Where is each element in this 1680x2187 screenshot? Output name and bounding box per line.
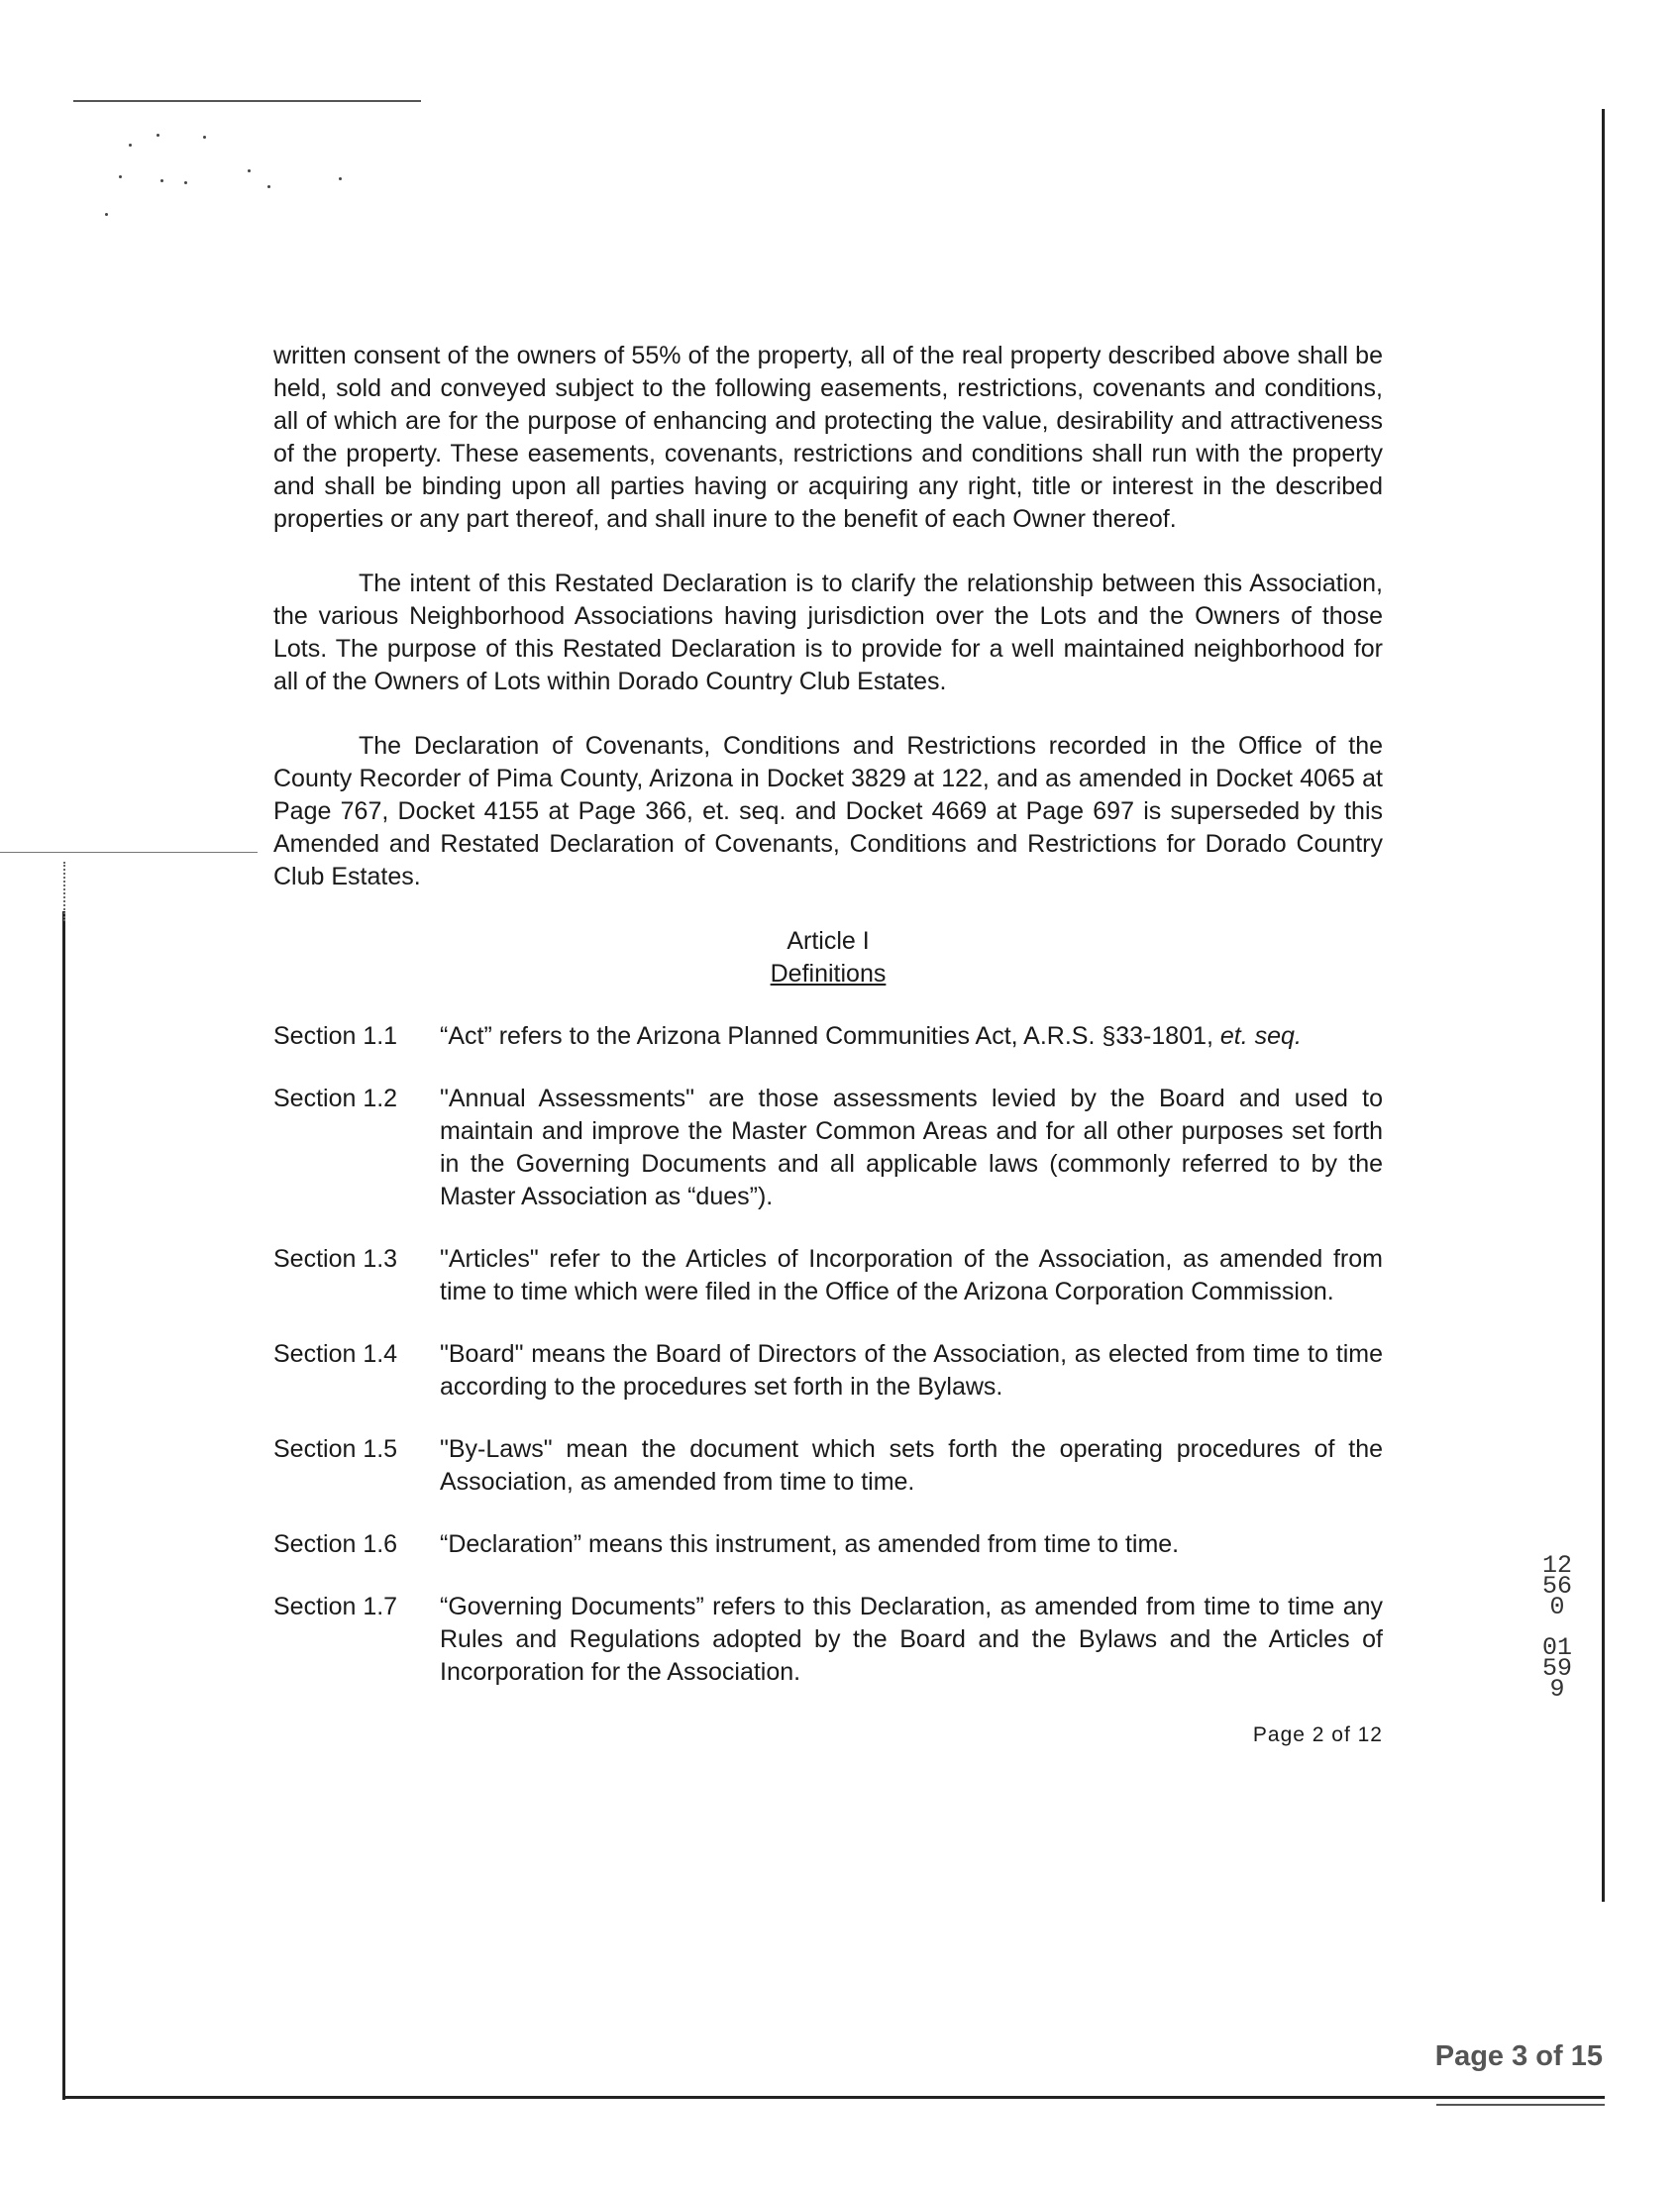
- docket-stamp: [1541, 1551, 1573, 1704]
- section-number: Section 1.7: [273, 1593, 398, 1620]
- section-text-italic: et. seq.: [1219, 1022, 1302, 1050]
- inner-page-number: Page 2 of 12: [1252, 1723, 1383, 1746]
- section-number: Section 1.5: [273, 1435, 398, 1463]
- section-1-5: [273, 1433, 1383, 1499]
- paragraph-intent: The intent of this Restated Declaration is to clarify the relationship between this Association, the various Neighborhood Associations having jurisdiction over the Lots and the Owners of those Lots. The purpose of this Restated Declaration is to provide for a well maintained neighborhood for all of the Owners of Lots within Dorado Country Club Estates.: [273, 570, 1383, 695]
- left-margin-ticks: [63, 862, 68, 921]
- section-1-2: [273, 1083, 1383, 1213]
- article-heading: Article I: [787, 927, 870, 955]
- scan-specks: [99, 124, 456, 233]
- section-number: Section 1.4: [273, 1340, 398, 1368]
- article-heading-block: [273, 925, 1383, 990]
- scan-bottom-border-secondary: [1436, 2104, 1605, 2106]
- scan-left-border: [62, 911, 65, 2100]
- section-number: Section 1.3: [273, 1245, 398, 1273]
- section-number: Section 1.6: [273, 1530, 398, 1558]
- document-body: [273, 340, 1383, 1751]
- section-number: Section 1.2: [273, 1085, 398, 1112]
- section-text: “Declaration” means this instrument, as amended from time to time.: [440, 1530, 1180, 1558]
- scan-right-border: [1602, 109, 1605, 1902]
- section-text: "Annual Assessments" are those assessments levied by the Board and used to maintain and improve the Master Common Areas and for all other purposes set forth in the Governing Documents and all applicable laws (commonly referred to by the Master Association as “dues”).: [440, 1085, 1383, 1210]
- section-text: "Board" means the Board of Directors of the Association, as elected from time to time according to the procedures set forth in the Bylaws.: [440, 1340, 1383, 1401]
- section-1-1: [273, 1020, 1383, 1053]
- scan-bottom-border: [62, 2096, 1605, 2099]
- paragraph-supersede: The Declaration of Covenants, Conditions and Restrictions recorded in the Office of the County Recorder of Pima County, Arizona in Docket 3829 at 122, and as amended in Docket 4065 at Page 767, Docket 4155 at Page 366, et. seq. and Docket 4669 at Page 697 is superseded by this Amended and Restated Declaration of Covenants, Conditions and Restrictions for Dorado Country Club Estates.: [273, 732, 1383, 890]
- top-left-rule: [73, 100, 370, 102]
- section-text: [440, 1020, 1383, 1053]
- docket-stamp-line2: 01599: [1541, 1633, 1572, 1704]
- top-left-rule-segment: [362, 100, 421, 102]
- section-1-3: [273, 1243, 1383, 1308]
- paragraph-continuation: written consent of the owners of 55% of the property, all of the real property described above shall be held, sold and conveyed subject to the following easements, restrictions, covenants and conditions, all of which are for the purpose of enhancing and protecting the value, desirability and attractiveness of the property. These easements, covenants, restrictions and conditions shall run with the property and shall be binding upon all parties having or acquiring any right, title or interest in the described properties or any part thereof, and shall inure to the benefit of each Owner thereof.: [273, 342, 1383, 533]
- section-number: Section 1.1: [273, 1022, 398, 1050]
- article-title: Definitions: [770, 960, 887, 988]
- section-text: "By-Laws" mean the document which sets forth the operating procedures of the Association, as amended from time to time.: [440, 1435, 1383, 1496]
- docket-stamp-line1: 12560: [1541, 1551, 1572, 1621]
- left-margin-line: [0, 852, 258, 853]
- section-text: “Governing Documents” refers to this Declaration, as amended from time to time any Rules and Regulations adopted by the Board and the Bylaws and the Articles of Incorporation for the Association.: [440, 1593, 1383, 1686]
- footer-page-number: Page 3 of 15: [1434, 2040, 1603, 2072]
- section-1-7: [273, 1591, 1383, 1689]
- section-text-main: “Act” refers to the Arizona Planned Communities Act, A.R.S. §33-1801,: [440, 1022, 1220, 1050]
- section-1-6: [273, 1528, 1383, 1561]
- section-text: "Articles" refer to the Articles of Incorporation of the Association, as amended from time to time which were filed in the Office of the Arizona Corporation Commission.: [440, 1245, 1383, 1305]
- section-1-4: [273, 1338, 1383, 1404]
